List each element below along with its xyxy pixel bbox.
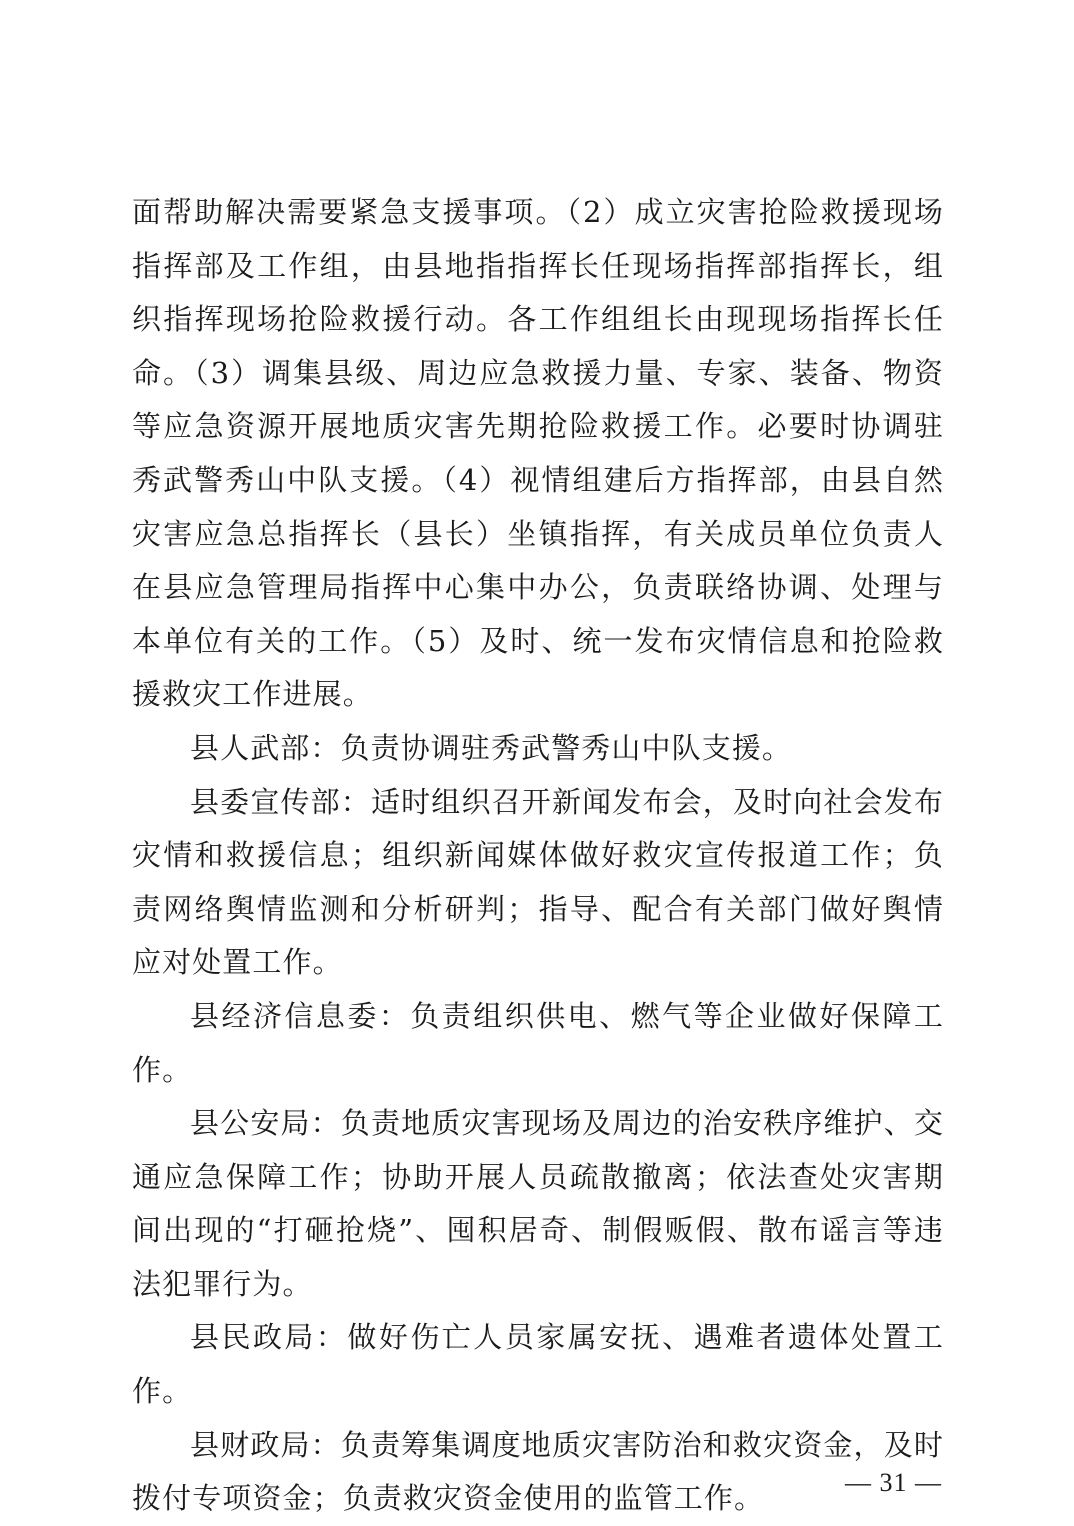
paragraph-county-armed-forces: 县人武部：负责协调驻秀武警秀山中队支援。 <box>190 730 793 765</box>
paragraph-economic-information: 县经济信息委：负责组织供电、燃气等企业做好保障工作。 <box>132 998 944 1087</box>
paragraph-finance-bureau: 县财政局：负责筹集调度地质灾害防治和救灾资金，及时拨付专项资金；负责救灾资金使用的监管工作。 <box>132 1427 944 1516</box>
paragraph-publicity-department: 县委宣传部：适时组织召开新闻发布会，及时向社会发布灾情和救援信息；组织新闻媒体做好救灾宣传报道工作；负责网络舆情监测和分析研判；指导、配合有关部门做好舆情应对处置工作。 <box>132 784 944 980</box>
paragraph-public-security: 县公安局：负责地质灾害现场及周边的治安秩序维护、交通应急保障工作；协助开展人员疏散撤离；依法查处灾害期间出现的“打砸抢烧”、囤积居奇、制假贩假、散布谣言等违法犯罪行为。 <box>132 1106 944 1301</box>
document-body <box>132 186 944 1526</box>
paragraph-continuation: 面帮助解决需要紧急支援事项。（2）成立灾害抢险救援现场指挥部及工作组，由县地指指挥长任现场指挥部指挥长，组织指挥现场抢险救援行动。各工作组组长由现现场指挥长任命。（3）调集县级、周边应急救援力量、专家、装备、物资等应急资源开展地质灾害先期抢险救援工作。必要时协调驻秀武警秀山中队支援。（4）视情组建后方指挥部，由县自然灾害应急总指挥长（县长）坐镇指挥，有关成员单位负责人在县应急管理局指挥中心集中办公，负责联络协调、处理与本单位有关的工作。（5）及时、统一发布灾情信息和抢险救援救灾工作进展。 <box>132 195 944 712</box>
paragraph-civil-affairs: 县民政局：做好伤亡人员家属安抚、遇难者遗体处置工作。 <box>132 1320 944 1409</box>
page-number: — 31 — <box>845 1468 942 1497</box>
